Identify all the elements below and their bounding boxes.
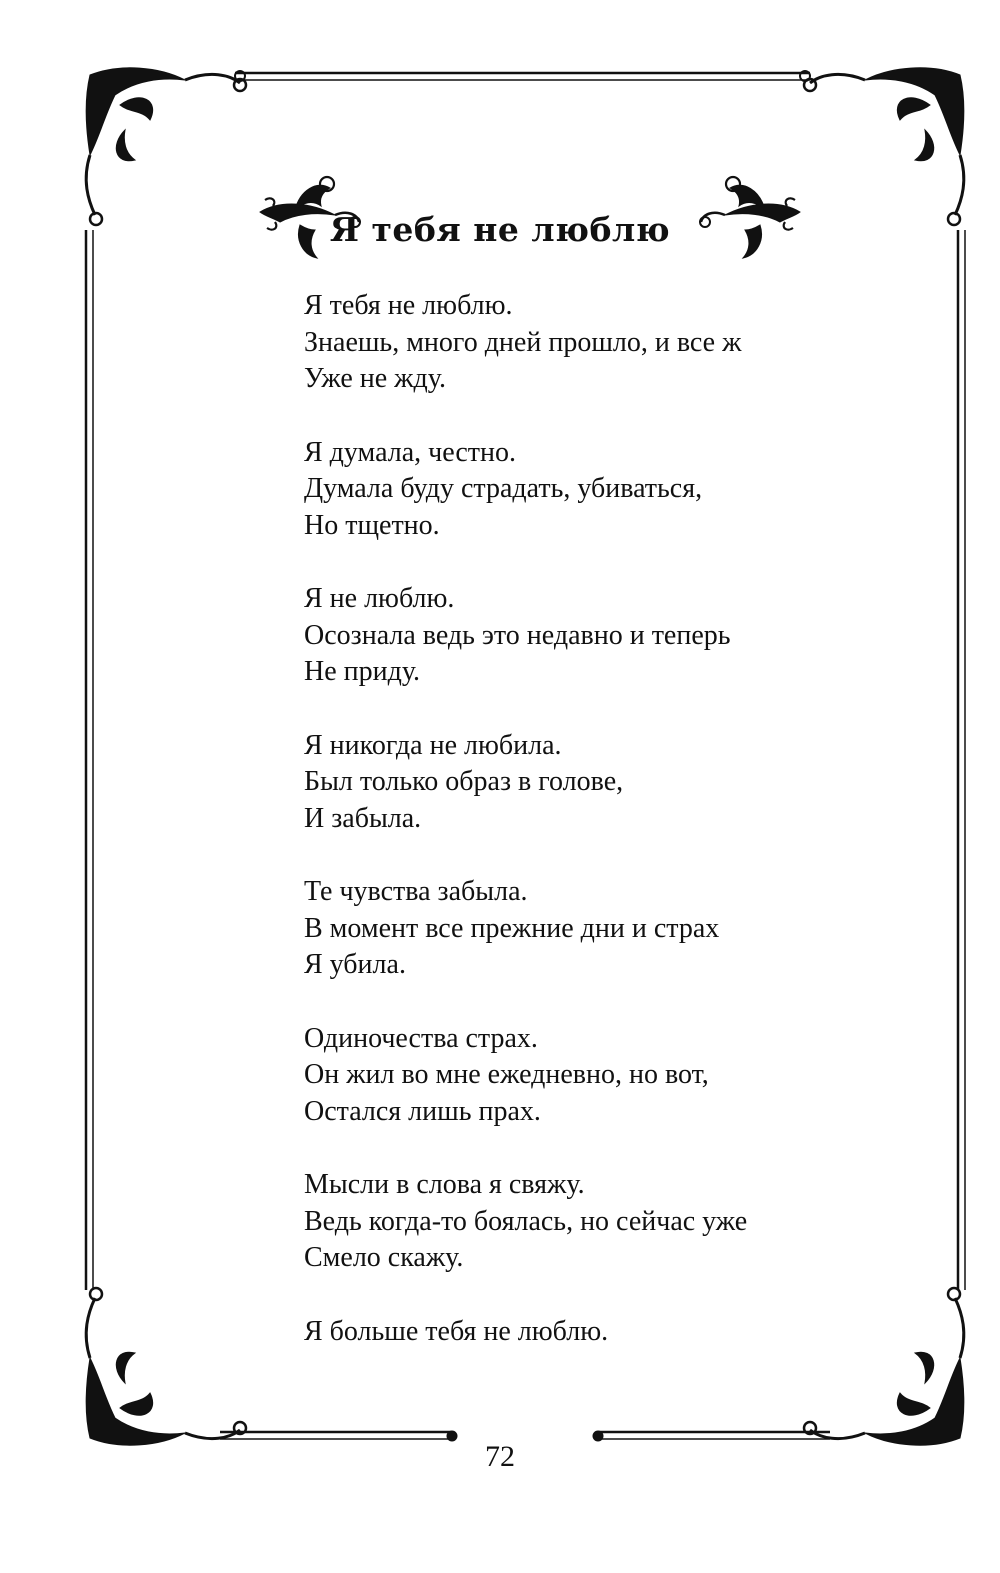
poem-body <box>304 288 824 1387</box>
poem-line: Уже не жду. <box>304 363 446 394</box>
poem-line: В момент все прежние дни и страх <box>304 912 720 944</box>
poem-line: Но тщетно. <box>304 509 440 541</box>
title-row <box>0 170 1000 270</box>
poem-line: Осознала ведь это недавно и теперь <box>304 619 731 651</box>
poem-line: Я тебя не люблю. <box>304 290 513 321</box>
stanza <box>304 874 824 984</box>
poem-line: Не приду. <box>304 656 421 687</box>
stanza <box>304 1314 824 1351</box>
poem-line: Думала буду страдать, убиваться, <box>304 473 703 504</box>
poem-line: Он жил во мне ежедневно, но вот, <box>304 1059 709 1090</box>
poem-line: Был только образ в голове, <box>304 766 624 797</box>
poem-line: Я больше тебя не люблю. <box>304 1315 609 1347</box>
poem-line: Ведь когда-то боялась, но сейчас уже <box>304 1205 748 1237</box>
poem-line: Мысли в слова я свяжу. <box>304 1169 585 1200</box>
stanza <box>304 581 824 691</box>
poem-line: Знаешь, много дней прошло, и все ж <box>304 326 742 358</box>
stanza <box>304 728 824 838</box>
stanza <box>304 1167 824 1277</box>
poem-line: И забыла. <box>304 802 422 834</box>
poem-line: Смело скажу. <box>304 1242 464 1273</box>
stanza <box>304 288 824 398</box>
stanza <box>304 1021 824 1131</box>
poem-line: Те чувства забыла. <box>304 876 528 907</box>
poem-line: Я думала, честно. <box>304 436 517 468</box>
poem-line: Я никогда не любила. <box>304 729 562 761</box>
flourish-right-icon <box>695 170 805 265</box>
poem-line: Одиночества страх. <box>304 1022 538 1054</box>
stanza <box>304 435 824 545</box>
poem-line: Я убила. <box>304 949 406 980</box>
poem-line: Я не люблю. <box>304 583 455 614</box>
page-number: 72 <box>485 1440 515 1473</box>
poem-title: Я тебя не люблю <box>329 210 671 249</box>
poem-line: Остался лишь прах. <box>304 1095 541 1127</box>
